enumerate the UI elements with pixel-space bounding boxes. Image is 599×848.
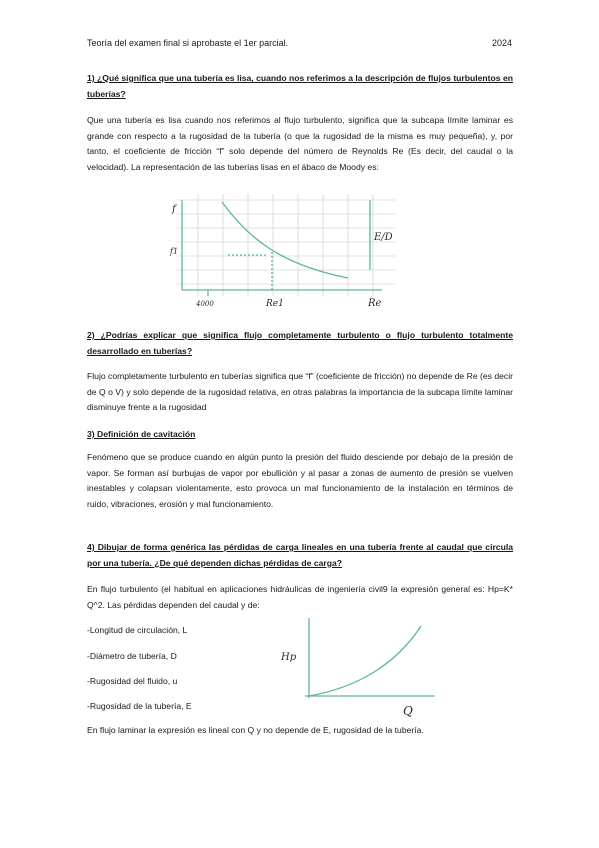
list-item: -Rugosidad del fluido, u: [87, 676, 178, 686]
question-3-title: 3) Definición de cavitación: [87, 429, 196, 439]
head-loss-vs-flow-sketch: [275, 612, 445, 720]
question-3-answer: Fenómeno que se produce cuando en algún punto la presión del fluido desciende por debajo de la presión de vapor. Se forman así burbujas de vapor por ebullición y al pasar a zonas de aumento de presión se vuelven inestables y colapsan violentamente, esto provoca un mal funcionamiento de la instalación en términos de ruido, vibraciones, erosión y mal funcionamiento.: [87, 452, 513, 509]
question-4-title: 4) Dibujar de forma genérica las pérdidas de carga lineales en una tubería frente al caudal que circula por una tubería. ¿De qué dependen dichas pérdidas de carga?: [87, 542, 513, 568]
question-4-closing: En flujo laminar la expresión es lineal con Q y no depende de E, rugosidad de la tubería.: [87, 725, 424, 735]
question-2-title: 2) ¿Podrías explicar que significa flujo completamente turbulento o flujo turbulento totalmente desarrollado en tuberías?: [87, 330, 513, 356]
page-header: [87, 38, 512, 48]
sketch1-re1-label: Re1: [266, 299, 284, 309]
smooth-pipe-curve: [222, 202, 348, 278]
head-loss-curve: [309, 626, 421, 696]
question-1-answer: Que una tubería es lisa cuando nos referimos al flujo turbulento, significa que la subcapa límite laminar es grande con respecto a la rugosidad de la tubería (o que la rugosidad de la misma es muy pequeña), y, por tanto, el coeficiente de fricción “f” solo depende del número de Reynolds Re (Es decir, del caudal o la velocidad). La representación de las tuberías lisas en el ábaco de Moody es:: [87, 115, 513, 172]
moody-smooth-pipe-sketch: [168, 192, 400, 314]
question-2-answer: Flujo completamente turbulento en tuberías significa que “f” (coeficiente de fricción) no depende de Re (es decir de Q o V) y solo depende de la rugosidad relativa, en otras palabras la importancia de la subcapa límite laminar disminuye frente a la rugosidad: [87, 371, 513, 412]
sketch1-roughness-label: E/D: [374, 232, 393, 243]
sketch1-x-label: Re: [368, 298, 382, 309]
list-item: -Rugosidad de la tubería, E: [87, 701, 192, 711]
sketch-grid: [176, 194, 396, 296]
list-item: -Diámetro de tubería, D: [87, 651, 177, 661]
sketch1-tick-4000: 4000: [196, 300, 214, 308]
list-item: -Longitud de circulación, L: [87, 625, 188, 635]
question-1-title: 1) ¿Qué significa que una tubería es lisa, cuando nos referimos a la descripción de flujos turbulentos en tuberías?: [87, 73, 513, 99]
sketch2-y-label: Hp: [281, 652, 297, 663]
sketch1-f1-label: f1: [170, 247, 179, 256]
question-4-answer: En flujo turbulento (el habitual en aplicaciones hidráulicas de ingeniería civil9 la expresión general es: Hp=K* Q^2. Las pérdidas dependen del caudal y de:: [87, 584, 513, 610]
sketch1-y-label: f: [172, 204, 176, 215]
header-year: 2024: [491, 38, 512, 48]
header-title: Teoría del examen final si aprobaste el 1er parcial.: [87, 38, 289, 48]
sketch2-x-label: Q: [403, 704, 413, 718]
